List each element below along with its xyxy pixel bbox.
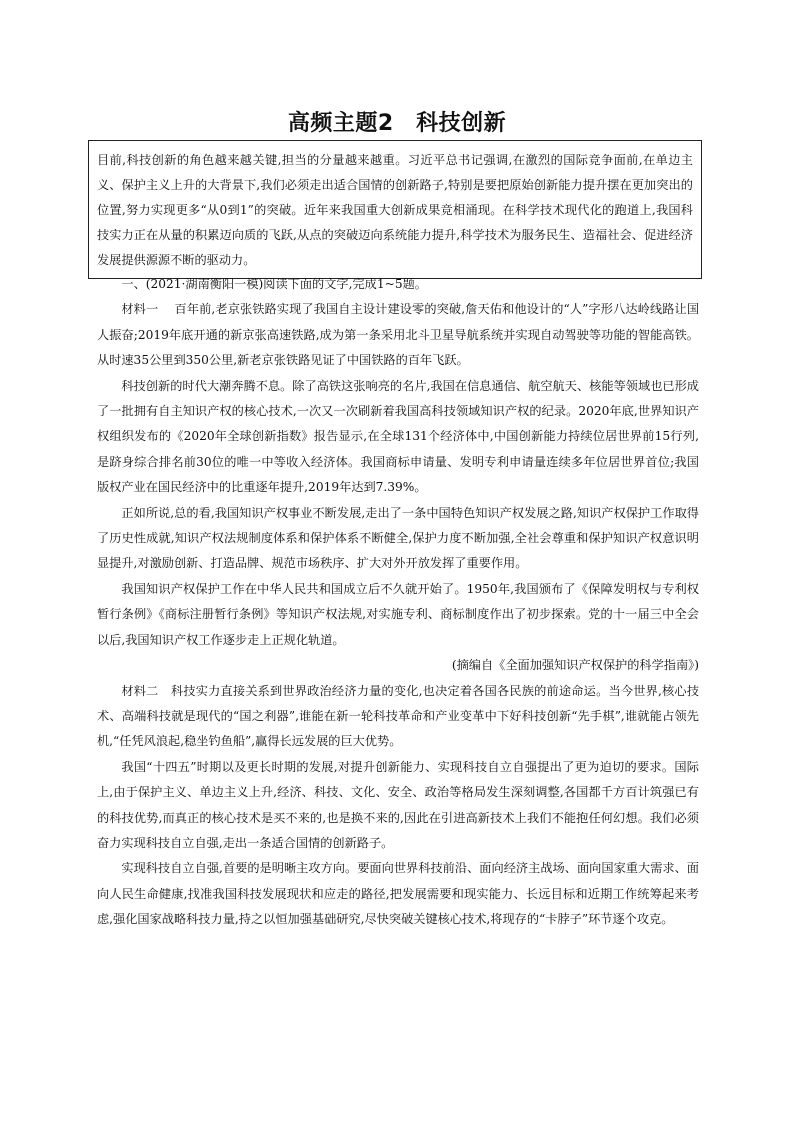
material1-source: (摘编自《全面加强知识产权保护的科学指南》): [451, 658, 699, 673]
material1-paragraph-2: 科技创新的时代大潮奔腾不息。除了高铁这张响亮的名片,我国在信息通信、航空航天、核能等领域也已形成了一批拥有自主知识产权的核心技术,一次又一次刷新着我国高科技领域知识产权的纪录。2020年底,世界知识产权组织发布的《2020年全球创新指数》报告显示,在全球131个经济体中,中国创新能力持续位居世界前15行列,是跻身综合排名前30位的唯一中等收入经济体。我国商标申请量、发明专利申请量连续多年位居世界首位;我国版权产业在国民经济中的比重逐年提升,2019年达到7.39%。: [97, 378, 699, 495]
material1-label: 材料一: [121, 302, 159, 317]
material2-paragraph-1: [97, 679, 699, 755]
reading-passage: [97, 272, 699, 933]
material2-label: 材料二: [121, 683, 159, 698]
intro-box: 目前,科技创新的角色越来越关键,担当的分量越来越重。习近平总书记强调,在激烈的国际竞争面前,在单边主义、保护主义上升的大背景下,我们必须走出适合国情的创新路子,特别是要把原始创新能力提升摆在更加突出的位置,努力实现更多“从0到1”的突破。近年来我国重大创新成果竞相涌现。在科学技术现代化的跑道上,我国科技实力正在从量的积累迈向质的飞跃,从点的突破迈向系统能力提升,科学技术为服务民生、造福社会、促进经济发展提供源源不断的驱动力。: [88, 140, 702, 279]
page-title: 高频主题2 科技创新: [287, 111, 507, 136]
material2-paragraph-3: 实现科技自立自强,首要的是明晰主攻方向。要面向世界科技前沿、面向经济主战场、面向国家重大需求、面向人民生命健康,找准我国科技发展现状和应走的路径,把发展需要和现实能力、长远目标和近期工作统筹起来考虑,强化国家战略科技力量,持之以恒加强基础研究,尽快突破关键核心技术,将现存的“卡脖子”环节逐个攻克。: [97, 861, 699, 927]
material2-p1-text: 科技实力直接关系到世界政治经济力量的变化,也决定着各国各民族的前途命运。当今世界,核心技术、高端科技就是现代的“国之利器”,谁能在新一轮科技革命和产业变革中下好科技创新“先手棋”,谁就能占领先机,“任凭风浪起,稳坐钓鱼船”,赢得长远发展的巨大优势。: [97, 683, 700, 749]
material1-paragraph-4: 我国知识产权保护工作在中华人民共和国成立后不久就开始了。1950年,我国颁布了《保障发明权与专利权暂行条例》《商标注册暂行条例》等知识产权法规,对实施专利、商标制度作出了初步探索。党的十一届三中全会以后,我国知识产权工作逐步走上正规化轨道。: [97, 581, 699, 647]
material1-paragraph-3: 正如所说,总的看,我国知识产权事业不断发展,走出了一条中国特色知识产权发展之路,知识产权保护工作取得了历史性成就,知识产权法规制度体系和保护体系不断健全,保护力度不断加强,全社会尊重和保护知识产权意识明显提升,对激励创新、打造品牌、规范市场秩序、扩大对外开放发挥了重要作用。: [97, 505, 699, 571]
question-header: 一、(2021·湖南衡阳一模)阅读下面的文字,完成1~5题。: [121, 277, 427, 291]
material1-p1-text: 百年前,老京张铁路实现了我国自主设计建设零的突破,詹天佑和他设计的“人”字形八达岭线路让国人振奋;2019年底开通的新京张高速铁路,成为第一条采用北斗卫星导航系统并实现自动驾驶等功能的智能高铁。从时速35公里到350公里,新老京张铁路见证了中国铁路的百年飞跃。: [97, 302, 700, 368]
material1-paragraph-1: [97, 297, 699, 373]
material2-paragraph-2: 我国“十四五”时期以及更长时期的发展,对提升创新能力、实现科技自立自强提出了更为迫切的要求。国际上,由于保护主义、单边主义上升,经济、科技、文化、安全、政治等格局发生深刻调整,各国都千方百计筑强已有的科技优势,而真正的核心技术是买不来的,也是换不来的,因此在引进高新技术上我们不能抱任何幻想。我们必须奋力实现科技自立自强,走出一条适合国情的创新路子。: [97, 759, 699, 850]
